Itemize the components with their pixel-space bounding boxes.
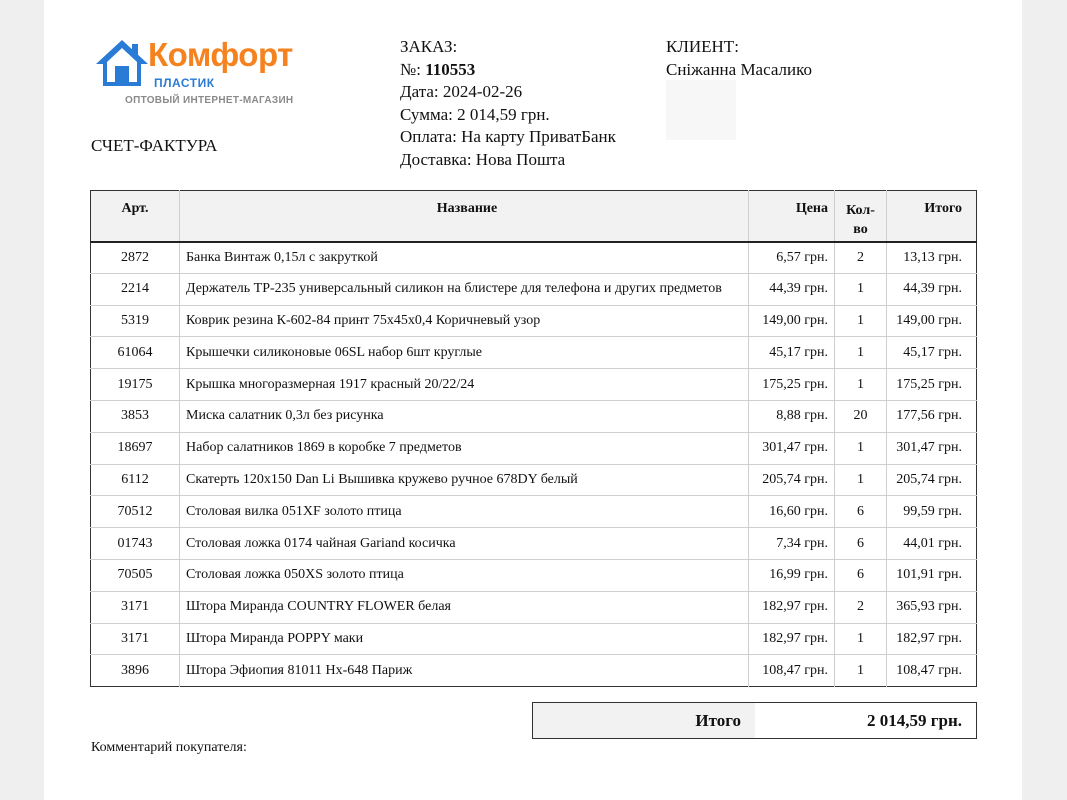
table-row (91, 591, 977, 623)
cell-name: Столовая ложка 050XS золото птица (180, 559, 749, 591)
header-qty-line2: во (853, 222, 868, 237)
table-row (91, 400, 977, 432)
table-row (91, 464, 977, 496)
cell-total: 44,39 грн. (887, 273, 977, 305)
company-logo (94, 36, 314, 112)
order-payment-line (400, 126, 616, 149)
cell-art: 19175 (91, 369, 180, 401)
client-name: Сніжанна Масалико (666, 59, 813, 79)
table-row (91, 623, 977, 655)
client-info (666, 36, 812, 81)
cell-art: 6112 (91, 464, 180, 496)
cell-art: 3853 (91, 400, 180, 432)
cell-price: 182,97 грн. (749, 623, 835, 655)
cell-art: 2872 (91, 242, 180, 274)
cell-price: 7,34 грн. (749, 528, 835, 560)
order-delivery-label: Доставка: (400, 149, 472, 169)
cell-name: Держатель ТР-235 универсальный силикон на блистере для телефона и других предметов (180, 273, 749, 305)
cell-qty: 1 (835, 369, 887, 401)
table-header-row (91, 191, 977, 242)
order-heading: ЗАКАЗ: (400, 37, 458, 56)
header-art: Арт. (91, 191, 180, 242)
logo-tagline: ОПТОВЫЙ ИНТЕРНЕТ-МАГАЗИН (125, 95, 294, 106)
cell-price: 108,47 грн. (749, 655, 835, 687)
header-total: Итого (887, 191, 977, 242)
cell-qty: 6 (835, 559, 887, 591)
cell-art: 61064 (91, 337, 180, 369)
table-row (91, 559, 977, 591)
cell-name: Столовая вилка 051XF золото птица (180, 496, 749, 528)
cell-name: Штора Миранда COUNTRY FLOWER белая (180, 591, 749, 623)
cell-name: Набор салатников 1869 в коробке 7 предметов (180, 432, 749, 464)
cell-qty: 1 (835, 273, 887, 305)
cell-qty: 1 (835, 655, 887, 687)
order-payment: На карту ПриватБанк (461, 127, 616, 147)
cell-qty: 6 (835, 528, 887, 560)
header-qty (835, 191, 887, 242)
order-info (400, 36, 616, 172)
order-date-line (400, 81, 616, 104)
header-price: Цена (749, 191, 835, 242)
cell-art: 3896 (91, 655, 180, 687)
cell-qty: 2 (835, 591, 887, 623)
cell-art: 3171 (91, 623, 180, 655)
cell-qty: 20 (835, 400, 887, 432)
order-date-label: Дата: (400, 82, 439, 102)
cell-price: 8,88 грн. (749, 400, 835, 432)
cell-total: 365,93 грн. (887, 591, 977, 623)
cell-art: 01743 (91, 528, 180, 560)
cell-total: 301,47 грн. (887, 432, 977, 464)
cell-name: Штора Миранда POPPY маки (180, 623, 749, 655)
cell-name: Крышечки силиконовые 06SL набор 6шт круглые (180, 337, 749, 369)
cell-price: 16,99 грн. (749, 559, 835, 591)
cell-qty: 1 (835, 337, 887, 369)
header-qty-line1: Кол- (846, 203, 875, 218)
cell-price: 175,25 грн. (749, 369, 835, 401)
cell-total: 44,01 грн. (887, 528, 977, 560)
cell-art: 18697 (91, 432, 180, 464)
cell-price: 182,97 грн. (749, 591, 835, 623)
table-row (91, 496, 977, 528)
cell-name: Скатерть 120х150 Dan Li Вышивка кружево ручное 678DY белый (180, 464, 749, 496)
cell-total: 108,47 грн. (887, 655, 977, 687)
cell-price: 16,60 грн. (749, 496, 835, 528)
cell-total: 13,13 грн. (887, 242, 977, 274)
redacted-area (666, 80, 736, 140)
cell-price: 45,17 грн. (749, 337, 835, 369)
cell-total: 177,56 грн. (887, 400, 977, 432)
document-title: СЧЕТ-ФАКТУРА (91, 136, 218, 155)
logo-subtitle: ПЛАСТИК (154, 76, 215, 90)
table-row (91, 432, 977, 464)
cell-qty: 1 (835, 305, 887, 337)
items-table (90, 190, 977, 687)
cell-art: 5319 (91, 305, 180, 337)
cell-qty: 2 (835, 242, 887, 274)
cell-total: 101,91 грн. (887, 559, 977, 591)
order-sum: 2 014,59 грн. (457, 104, 550, 124)
cell-total: 45,17 грн. (887, 337, 977, 369)
header-name: Название (180, 191, 749, 242)
table-row (91, 273, 977, 305)
cell-qty: 1 (835, 432, 887, 464)
order-delivery-line (400, 149, 616, 172)
cell-art: 3171 (91, 591, 180, 623)
cell-name: Миска салатник 0,3л без рисунка (180, 400, 749, 432)
grand-total-value: 2 014,59 грн. (867, 711, 962, 730)
cell-price: 301,47 грн. (749, 432, 835, 464)
client-heading: КЛИЕНТ: (666, 37, 739, 56)
order-date: 2024-02-26 (442, 82, 523, 102)
order-number-line (400, 59, 616, 82)
customer-comment-label: Комментарий покупателя: (91, 740, 247, 755)
table-row (91, 242, 977, 274)
cell-price: 205,74 грн. (749, 464, 835, 496)
table-row (91, 655, 977, 687)
grand-total-label: Итого (533, 703, 755, 738)
cell-name: Столовая ложка 0174 чайная Gariand косичка (180, 528, 749, 560)
cell-name: Крышка многоразмерная 1917 красный 20/22/24 (180, 369, 749, 401)
cell-total: 205,74 грн. (887, 464, 977, 496)
house-icon (94, 38, 150, 88)
invoice-sheet (44, 0, 1022, 800)
order-number: 110553 (425, 59, 476, 79)
logo-brand: Комфорт (148, 36, 293, 73)
order-number-label: №: (400, 59, 421, 79)
grand-total-box (532, 702, 977, 739)
table-row (91, 305, 977, 337)
cell-art: 2214 (91, 273, 180, 305)
cell-name: Коврик резина К-602-84 принт 75х45х0,4 Коричневый узор (180, 305, 749, 337)
cell-total: 149,00 грн. (887, 305, 977, 337)
cell-total: 99,59 грн. (887, 496, 977, 528)
cell-price: 149,00 грн. (749, 305, 835, 337)
order-sum-label: Сумма: (400, 104, 453, 124)
table-row (91, 337, 977, 369)
cell-total: 182,97 грн. (887, 623, 977, 655)
cell-name: Банка Винтаж 0,15л с закруткой (180, 242, 749, 274)
order-payment-label: Оплата: (400, 127, 457, 147)
cell-price: 44,39 грн. (749, 273, 835, 305)
order-delivery: Нова Пошта (475, 149, 566, 169)
cell-art: 70505 (91, 559, 180, 591)
cell-qty: 1 (835, 623, 887, 655)
cell-art: 70512 (91, 496, 180, 528)
cell-total: 175,25 грн. (887, 369, 977, 401)
cell-price: 6,57 грн. (749, 242, 835, 274)
order-sum-line (400, 104, 616, 127)
table-row (91, 528, 977, 560)
cell-qty: 1 (835, 464, 887, 496)
cell-qty: 6 (835, 496, 887, 528)
table-row (91, 369, 977, 401)
cell-name: Штора Эфиопия 81011 Нх-648 Париж (180, 655, 749, 687)
